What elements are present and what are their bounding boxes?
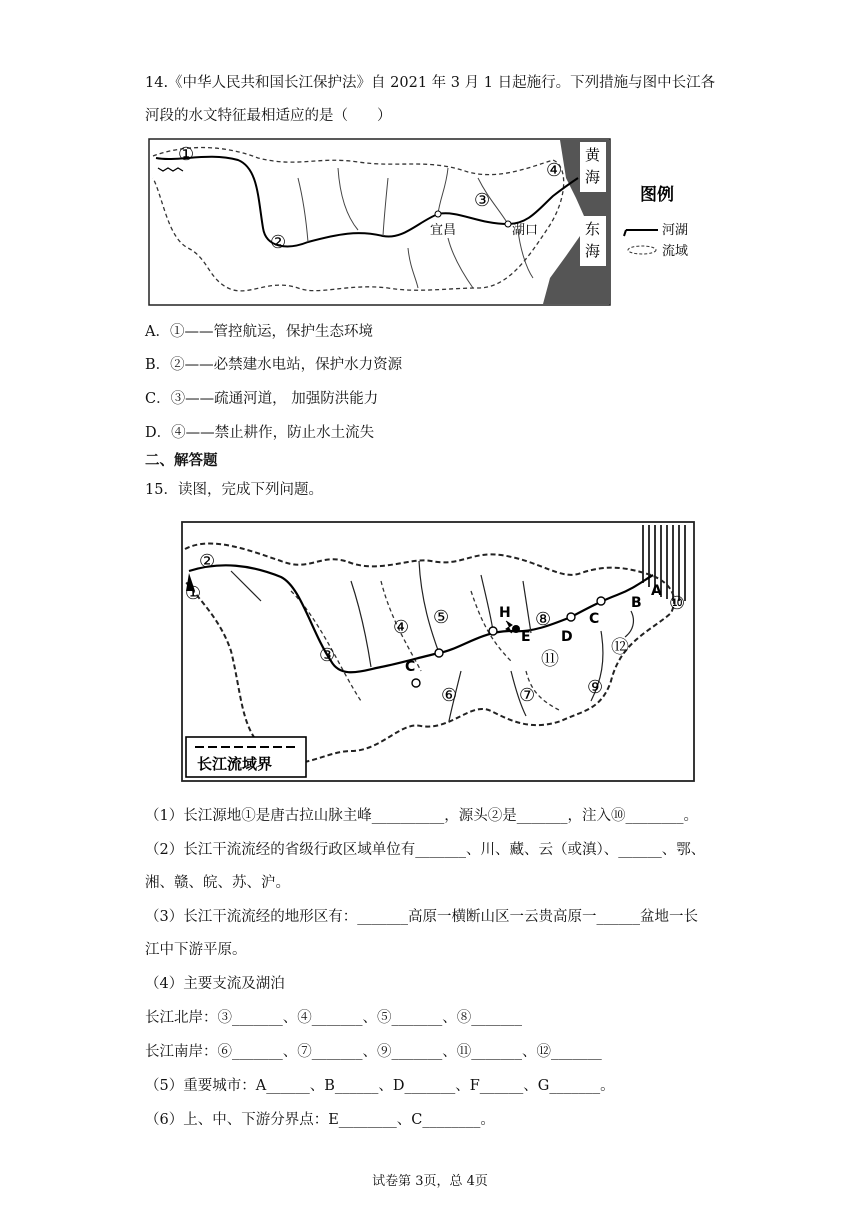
q14-legend-river-symbol [624,230,658,236]
q15-label-10: ⑩ [669,593,686,614]
q15-line-7: 长江北岸：③_______、④_______、⑤_______、⑧_______ [145,1010,522,1026]
q14-legend-river: 河湖 [662,223,689,238]
q14-sea-hai2: 海 [585,242,601,260]
q15-label-9: ⑨ [587,677,604,698]
q14-marker-4: ④ [546,160,563,181]
q15-letter-h: H [499,605,511,621]
q14-line-2: 河段的水文特征最相适应的是（ ） [145,108,392,124]
q14-legend-basin: 流域 [662,244,689,259]
q15-line-4: （3）长江干流流经的地形区有：_______高原一横断山区一云贵高原一______盆地一长 [145,909,698,925]
q15-legend-label: 长江流域界 [197,755,273,773]
q14-city-yichang: 宜昌 [430,223,457,238]
q15-letter-b: B [631,595,642,611]
section-title: 二、解答题 [145,452,218,469]
q14-marker-1: ① [178,144,195,165]
q14-option-a: A．①——管控航运，保护生态环境 [145,324,373,340]
q15-label-8: ⑧ [535,609,552,630]
q15-line-3: 湘、赣、皖、苏、沪。 [145,875,290,891]
q15-letter-c-upper: C [405,659,416,675]
q14-map [148,138,713,308]
q15-label-5: ⑤ [433,607,450,628]
q14-sea-hai1: 海 [585,168,601,186]
q14-sea-huang: 黄 [585,146,601,164]
q14-option-c: C．③——疏通河道， 加强防洪能力 [145,391,379,407]
q15-line-9: （5）重要城市：A______、B______、D_______、F______、G_______。 [145,1078,615,1094]
q15-line-2: （2）长江干流流经的省级行政区域单位有_______、川、藏、云（或滇）、______、鄂、 [145,842,706,858]
q15-line-5: 江中下游平原。 [145,942,247,958]
q15-letter-a: A [651,583,662,599]
q15-line-6: （4）主要支流及湖泊 [145,976,285,992]
q15-line-10: （6）上、中、下游分界点：E________、C________。 [145,1112,495,1128]
q14-city-hukou: 湖口 [512,223,539,238]
q15-label-2: ② [199,551,216,572]
q15-letter-e: E [521,629,531,645]
q15-label-4: ④ [393,617,410,638]
q15-label-11: ⑪ [541,649,559,670]
q14-legend-title: 图例 [640,185,674,205]
q14-line-1: 14.《中华人民共和国长江保护法》自 2021 年 3 月 1 日起施行。下列措施与图中长江各 [145,75,716,91]
q15-label-6: ⑥ [441,685,458,706]
q14-marker-3: ③ [474,190,491,211]
q15-label-1: ① [185,583,202,604]
q14-sea-dong: 东 [585,220,601,238]
q15-label-12: ⑫ [611,637,629,658]
q15-letter-c-lower: C [589,611,600,627]
q14-legend-basin-symbol [628,246,656,254]
q14-marker-2: ② [270,232,287,253]
q15-letter-d: D [561,629,573,645]
q15-map [181,521,696,783]
q15-line-1: （1）长江源地①是唐古拉山脉主峰__________，源头②是_______，注入⑩________。 [145,808,698,824]
q15-label-7: ⑦ [519,685,536,706]
q14-option-d: D．④——禁止耕作，防止水土流失 [145,425,375,441]
page-footer: 试卷第 3页，总 4页 [372,1174,488,1189]
q14-option-b: B．②——必禁建水电站，保护水力资源 [145,357,403,373]
q15-line-8: 长江南岸：⑥_______、⑦_______、⑨_______、⑪_______、⑫_______ [145,1044,602,1060]
q15-label-3: ③ [319,645,336,666]
q15-intro: 15．读图，完成下列问题。 [145,482,323,498]
